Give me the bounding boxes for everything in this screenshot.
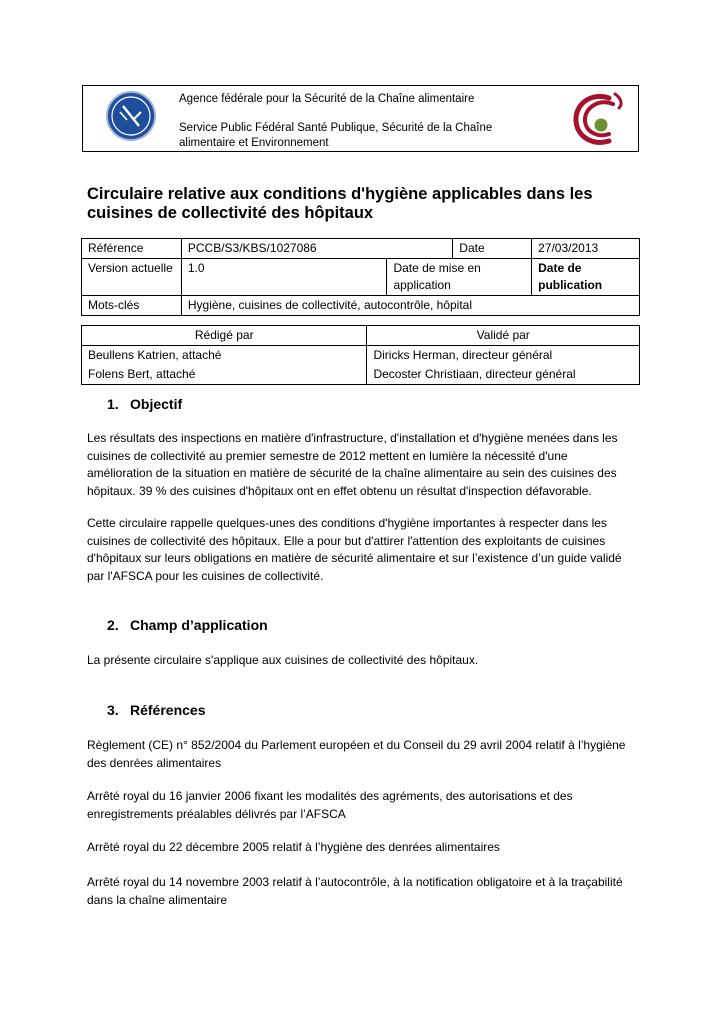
section-title: Champ d’application [130,617,268,633]
text-line: Arrêté royal du 16 janvier 2006 fixant les modalités des agréments, des autorisations et des [87,789,573,803]
fork-knife-emblem-icon [105,90,157,142]
section-heading-scope [107,617,268,633]
section-number: 2. [107,617,119,633]
date-value: 27/03/2013 [532,239,640,259]
text-line: cuisines de collectivité au premier semestre de 2012 mettent en lumière la nécessité d'une [87,448,568,463]
reference-item [87,737,637,772]
keywords-value: Hygiène, cuisines de collectivité, autocontrôle, hôpital [181,296,639,316]
table-row [82,239,640,259]
written-by-header: Rédigé par [82,326,367,346]
publication-date-label [532,259,640,296]
header-box [82,85,639,152]
publication-label-line2: publication [538,278,603,292]
validated-by-1: Diricks Herman, directeur général [367,346,640,366]
service-name-line1: Service Public Fédéral Santé Publique, Sécurité de la Chaîne [179,122,493,134]
validated-by-header: Validé par [367,326,640,346]
text-line: Les résultats des inspections en matière d'infrastructure, d'installation et d'hygiène menées dans les [87,431,618,445]
header-text [179,92,559,151]
text-line: par l'AFSCA pour les cuisines de collectivité. [87,568,324,583]
text-line: Règlement (CE) n° 852/2004 du Parlement européen et du Conseil du 29 avril 2004 relatif à l’hygiène [87,738,626,752]
application-label-line2: application [393,278,451,292]
objective-paragraph-2 [87,515,637,585]
reference-item [87,788,637,823]
application-date-label [387,259,532,296]
version-label: Version actuelle [82,259,182,296]
reference-item [87,874,637,909]
keywords-label: Mots-clés [82,296,182,316]
written-by-2: Folens Bert, attaché [82,365,367,385]
swirl-dot-logo-icon [569,90,629,148]
document-title [87,185,647,223]
text-line: amélioration de la situation en matière de sécurité de la chaîne alimentaire au sein des cuisines des [87,466,617,480]
title-line2: cuisines de collectivité des hôpitaux [87,204,374,222]
text-line: d'hôpitaux sur leurs obligations en matière de sécurité alimentaire et sur l’existence d’un guide validé [87,551,622,565]
text-line: dans la chaîne alimentaire [87,892,228,907]
text-line: Arrêté royal du 22 décembre 2005 relatif à l’hygiène des denrées alimentaires [87,840,500,854]
text-line: enregistrements préalables délivrés par l’AFSCA [87,806,346,821]
text-line: Arrêté royal du 14 novembre 2003 relatif à l’autocontrôle, à la notification obligatoire et à la traçabilité [87,875,623,889]
agency-name: Agence fédérale pour la Sécurité de la Chaîne alimentaire [179,93,475,105]
text-line: hôpitaux. 39 % des cuisines d'hôpitaux ont en effet obtenu un résultat d'inspection défavorable. [87,483,592,498]
table-row [82,346,640,366]
text-line: cuisines de collectivité des hôpitaux. Elle a pour but d'attirer l'attention des exploitants de cuisines [87,533,606,548]
written-by-1: Beullens Katrien, attaché [82,346,367,366]
section-title: Références [130,702,206,718]
text-line: des denrées alimentaires [87,755,222,770]
scope-paragraph: La présente circulaire s'applique aux cuisines de collectivité des hôpitaux. [87,653,479,667]
objective-paragraph-1 [87,430,637,500]
table-row [82,326,640,346]
section-heading-references [107,702,206,718]
table-row [82,365,640,385]
title-line1: Circulaire relative aux conditions d'hygiène applicables dans les [87,185,593,203]
info-table [81,238,640,316]
section-number: 3. [107,702,119,718]
table-row [82,259,640,296]
section-heading-objective [107,396,182,412]
version-value: 1.0 [181,259,387,296]
reference-item [87,839,637,857]
text-line: Cette circulaire rappelle quelques-unes des conditions d'hygiène importantes à respecter dans les [87,516,607,530]
service-name-line2: alimentaire et Environnement [179,137,329,149]
authors-table [81,325,640,385]
section-number: 1. [107,396,119,412]
reference-value: PCCB/S3/KBS/1027086 [181,239,452,259]
section-title: Objectif [130,396,183,412]
table-row [82,296,640,316]
validated-by-2: Decoster Christiaan, directeur général [367,365,640,385]
reference-label: Référence [82,239,182,259]
date-label: Date [453,239,532,259]
publication-label-line1: Date de [538,261,582,275]
application-label-line1: Date de mise en [393,261,481,275]
